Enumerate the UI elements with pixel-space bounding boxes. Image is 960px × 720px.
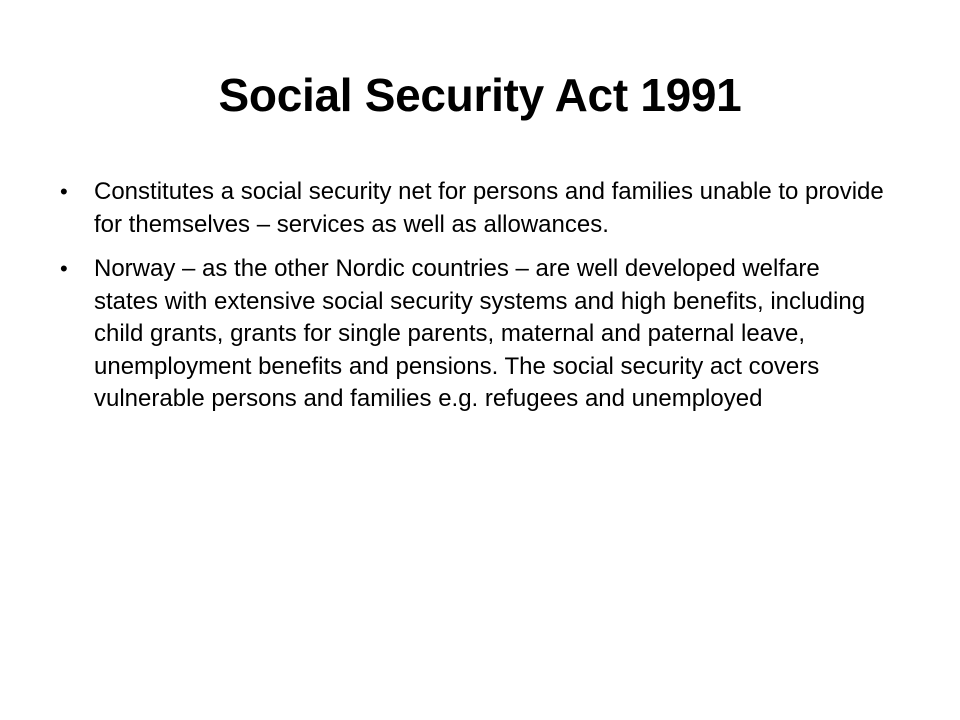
bullet-dot-icon: • — [60, 256, 68, 281]
bullet-item — [60, 176, 890, 241]
bullet-dot-icon: • — [60, 179, 68, 204]
bullet-list — [60, 176, 890, 428]
bullet-text: Constitutes a social security net for persons and families unable to provide for themselves – services as well as allowances. — [94, 178, 884, 238]
bullet-text: Norway – as the other Nordic countries – are well developed welfare states with extensive social security systems and high benefits, including child grants, grants for single parents, maternal and paternal leave, unemployment benefits and pensions. The social security act covers vulnerable persons and families e.g. refugees and unemployed — [94, 255, 866, 412]
bullet-item — [60, 253, 890, 416]
slide-title: Social Security Act 1991 — [218, 69, 742, 121]
